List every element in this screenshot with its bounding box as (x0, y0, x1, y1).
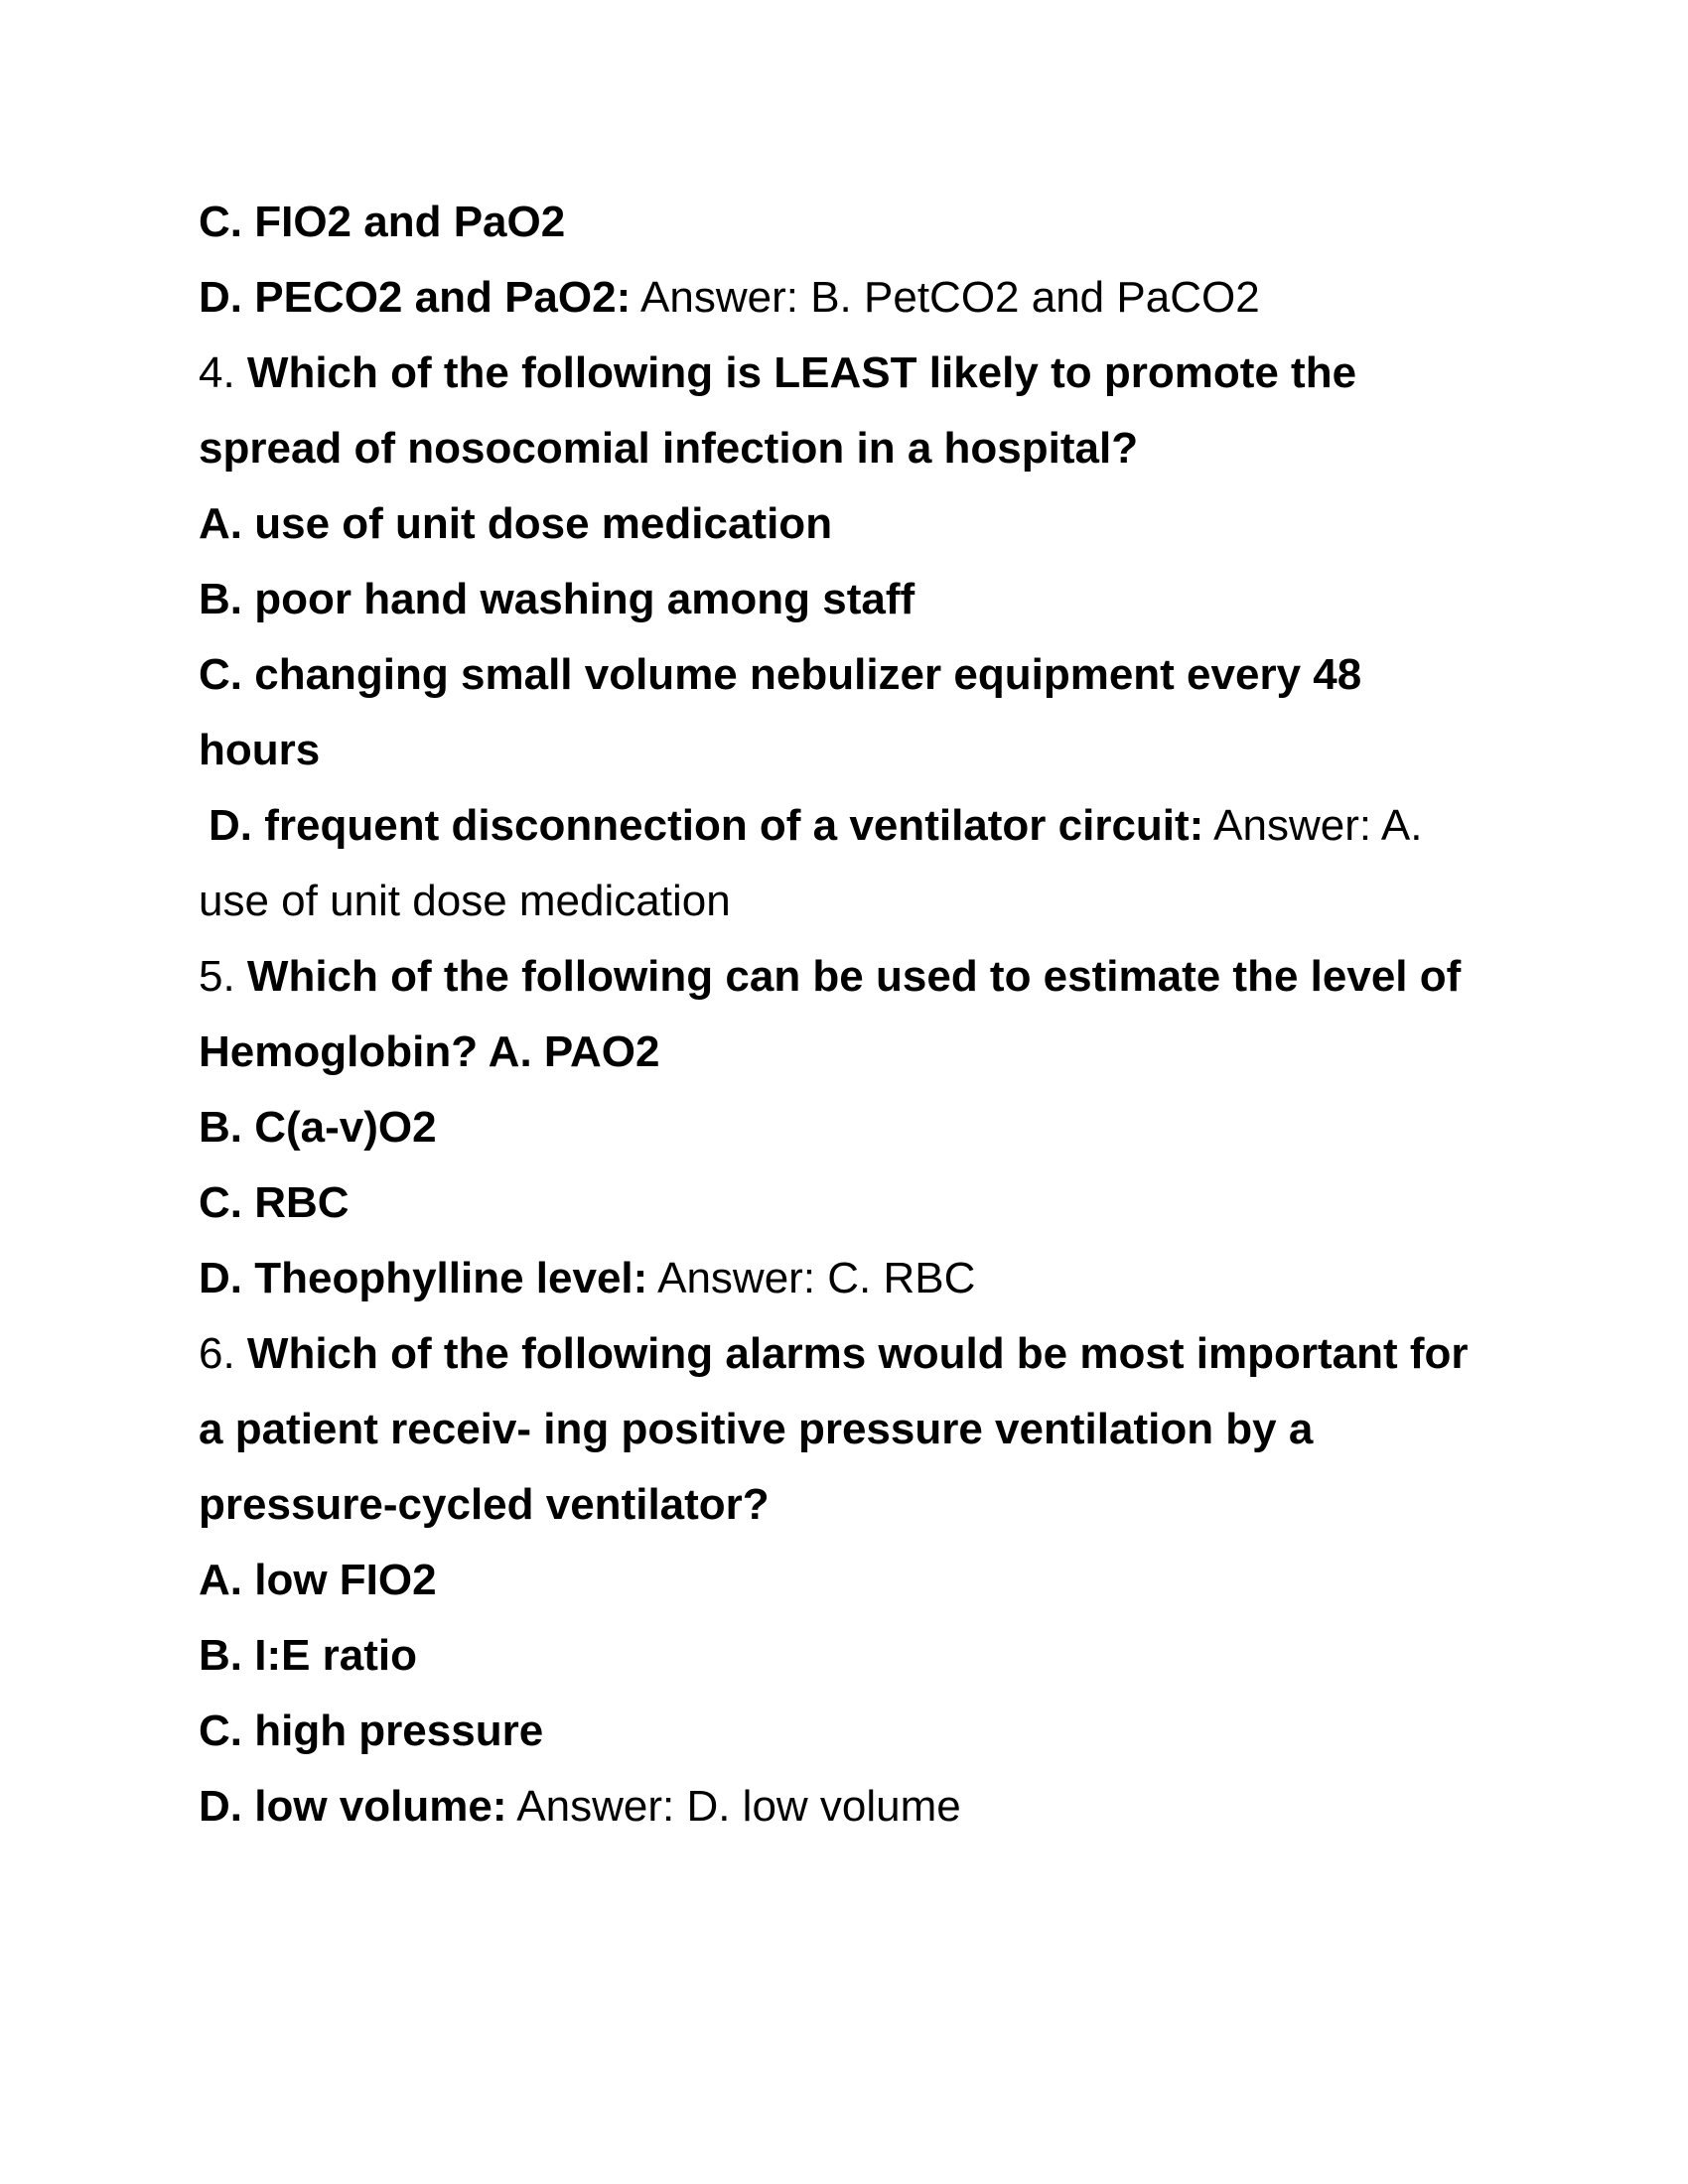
q4-option-d: D. frequent disconnection of a ventilator circuit: (209, 801, 1204, 850)
q5-option-d: D. Theophylline level: (199, 1254, 648, 1302)
q4-question-text-2: spread of nosocomial infection in a hospital? (199, 424, 1139, 473)
q4-option-c-2: hours (199, 726, 321, 774)
q6-number: 6. (199, 1329, 247, 1378)
q4-option-c-1: C. changing small volume nebulizer equipment every 48 (199, 650, 1362, 699)
q6-option-c: C. high pressure (199, 1706, 544, 1755)
q6-option-b: B. I:E ratio (199, 1631, 418, 1680)
q3-answer: Answer: B. PetCO2 and PaCO2 (631, 273, 1260, 322)
q4-answer-1: Answer: A. (1203, 801, 1423, 850)
q6-question-text-2: a patient receiv- ing positive pressure ventilation by a (199, 1405, 1314, 1453)
q6-question-line-1 (199, 1326, 1509, 1382)
q3-option-c: C. FIO2 and PaO2 (199, 198, 566, 246)
q4-option-b: B. poor hand washing among staff (199, 575, 915, 623)
q5-question-text-2: Hemoglobin? A. PAO2 (199, 1027, 660, 1076)
q6-question-text-3: pressure-cycled ventilator? (199, 1480, 770, 1529)
q6-option-d-line (199, 1779, 1509, 1835)
q5-question-text-1: Which of the following can be used to estimate the level of (246, 952, 1462, 1001)
q5-number: 5. (199, 952, 247, 1001)
q5-option-d-line (199, 1251, 1509, 1306)
q6-option-a: A. low FIO2 (199, 1556, 437, 1604)
q6-question-text-1: Which of the following alarms would be most important for (246, 1329, 1469, 1378)
q4-question-line-1 (199, 345, 1509, 401)
q6-option-d: D. low volume: (199, 1782, 507, 1831)
q5-option-c: C. RBC (199, 1178, 350, 1227)
q5-answer: Answer: C. RBC (647, 1254, 976, 1302)
q4-number: 4. (199, 348, 247, 397)
q4-option-d-line (209, 798, 1509, 854)
q4-question-text-1: Which of the following is LEAST likely to promote the (246, 348, 1357, 397)
q3-option-d: D. PECO2 and PaO2: (199, 273, 632, 322)
q6-answer: Answer: D. low volume (506, 1782, 961, 1831)
q5-question-line-1 (199, 949, 1509, 1005)
q4-answer-2: use of unit dose medication (199, 877, 731, 925)
q3-option-d-line (199, 270, 1509, 326)
q5-option-b: B. C(a-v)O2 (199, 1103, 437, 1152)
q4-option-a: A. use of unit dose medication (199, 499, 833, 548)
